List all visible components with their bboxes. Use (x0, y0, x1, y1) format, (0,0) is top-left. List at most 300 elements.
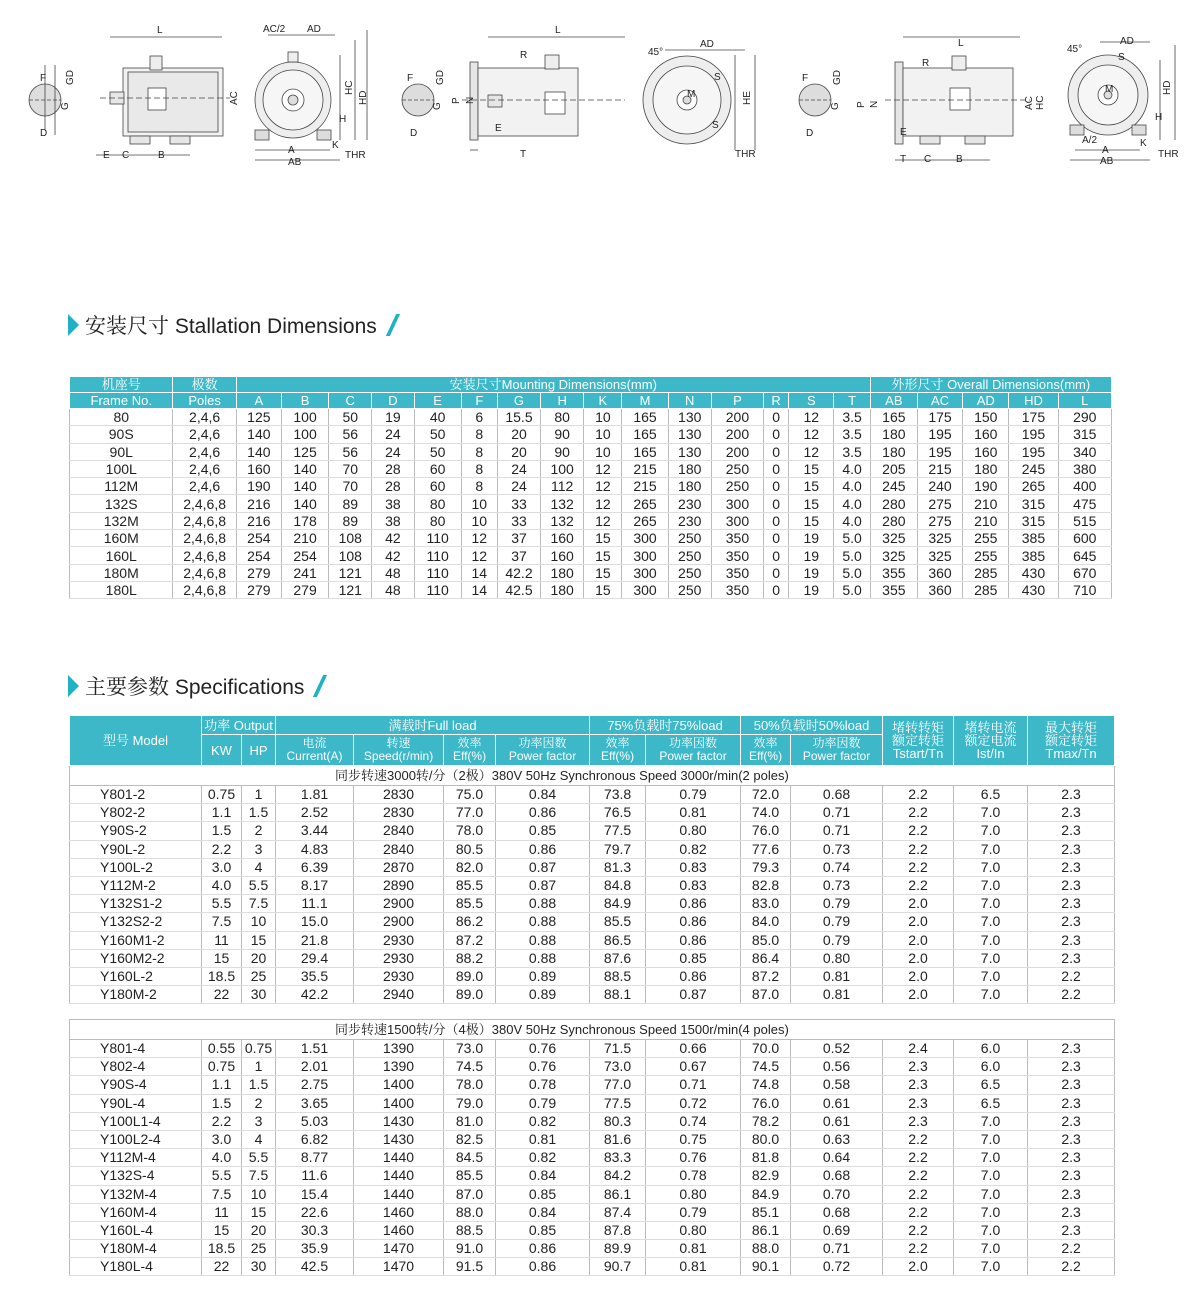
spec-cell: 0.82 (496, 1149, 590, 1167)
table-row (70, 1185, 1115, 1203)
label-L: L (157, 25, 163, 36)
dimensions-header-row-2 (70, 393, 1112, 409)
spec-cell: 7.0 (954, 804, 1028, 822)
dimensions-body (70, 409, 1112, 599)
frame-cell: 90S (70, 426, 173, 443)
spec-cell: 2.2 (883, 1130, 954, 1148)
dimension-cell: 132 (541, 512, 584, 529)
spec-cell: 2.2 (883, 1149, 954, 1167)
spec-cell: 87.4 (590, 1203, 646, 1221)
spec-cell: 88.0 (741, 1240, 791, 1258)
spec-cell: 0.72 (791, 1258, 883, 1276)
dimension-cell: 4.0 (834, 495, 870, 512)
dimension-cell: 275 (917, 512, 962, 529)
model-cell: Y160M1-2 (70, 931, 202, 949)
spec-cell: 84.8 (590, 876, 646, 894)
spec-cell: 35.9 (276, 1240, 354, 1258)
table-row (70, 1112, 1115, 1130)
spec-cell: 29.4 (276, 949, 354, 967)
dimension-cell: 80 (414, 495, 461, 512)
dimension-cell: 0 (764, 409, 789, 426)
header-tmax-line3: Tmax/Tn (1045, 746, 1097, 761)
dimension-cell: 215 (622, 478, 668, 495)
table-row (70, 967, 1115, 985)
dimension-cell: 180 (668, 460, 711, 477)
dimension-cell: 33 (497, 495, 540, 512)
dimension-cell: 42.2 (497, 564, 540, 581)
dimension-cell: 670 (1058, 564, 1111, 581)
specifications-table-4pole (69, 1019, 1115, 1276)
spec-cell: 0.82 (496, 1112, 590, 1130)
spec-cell: 0.87 (496, 876, 590, 894)
spec-cell: 87.0 (741, 986, 791, 1004)
spec-cell: 0.86 (646, 967, 741, 985)
dimension-cell: 140 (236, 426, 281, 443)
spec-cell: 0.86 (646, 931, 741, 949)
dimension-cell: 6 (461, 409, 497, 426)
dimension-cell: 12 (584, 460, 622, 477)
table-row (70, 1130, 1115, 1148)
label-C: C (122, 150, 130, 161)
table-row (70, 512, 1112, 529)
dimension-cell: 48 (372, 581, 414, 598)
spec-cell: 7.0 (954, 1185, 1028, 1203)
spec-cell: 76.0 (741, 822, 791, 840)
spec-cell: 88.2 (444, 949, 496, 967)
label-P-2: P (451, 97, 462, 104)
spec-cell: 91.5 (444, 1258, 496, 1276)
spec-cell: 7.0 (954, 1240, 1028, 1258)
label-N-3: N (869, 100, 880, 108)
motor-drawings (0, 0, 1200, 200)
header-tstart-line3: Tstart/Tn (892, 746, 944, 761)
dimension-cell: 0 (764, 581, 789, 598)
spec-cell: 1440 (354, 1149, 444, 1167)
header-col: T (834, 393, 870, 409)
spec-cell: 0.55 (202, 1040, 242, 1058)
dimension-cell: 0 (764, 426, 789, 443)
spec-cell: 4 (242, 1130, 276, 1148)
spec-cell: 2.0 (883, 913, 954, 931)
spec-cell: 0.81 (646, 1240, 741, 1258)
dimension-cell: 279 (236, 564, 281, 581)
spec-cell: 82.8 (741, 876, 791, 894)
spec-cell: 22.6 (276, 1203, 354, 1221)
dimension-cell: 40 (414, 409, 461, 426)
spec-cell: 3 (242, 840, 276, 858)
spec-cell: 2.0 (883, 967, 954, 985)
spec-cell: 21.8 (276, 931, 354, 949)
header-overall: 外形尺寸 Overall Dimensions(mm) (870, 377, 1111, 393)
header-col: HD (1009, 393, 1058, 409)
spec-cell: 2.3 (1028, 949, 1115, 967)
dimension-cell: 140 (281, 460, 328, 477)
spec-cell: 0.84 (496, 1203, 590, 1221)
group-title-row (70, 766, 1115, 786)
spec-cell: 88.1 (590, 986, 646, 1004)
header-eff-50 (741, 735, 791, 766)
spec-cell: 0.61 (791, 1112, 883, 1130)
spec-cell: 87.0 (444, 1185, 496, 1203)
spec-cell: 0.79 (791, 913, 883, 931)
dimension-cell: 110 (414, 581, 461, 598)
dimension-cell: 108 (329, 530, 372, 547)
header-pf-50-en: Power factor (802, 749, 871, 763)
header-col: G (497, 393, 540, 409)
spec-cell: 77.5 (590, 1094, 646, 1112)
header-current-en: Current(A) (286, 749, 343, 763)
dimension-cell: 165 (622, 409, 668, 426)
spec-cell: 76.5 (590, 804, 646, 822)
spec-cell: 0.89 (496, 986, 590, 1004)
spec-cell: 2.2 (883, 1167, 954, 1185)
drawings-svg (0, 0, 1200, 200)
drawing-b5-front (643, 50, 755, 150)
spec-cell: 0.68 (791, 1203, 883, 1221)
dimension-cell: 160 (963, 426, 1009, 443)
spec-cell: 2.2 (883, 840, 954, 858)
dimension-cell: 255 (963, 547, 1009, 564)
label-AC-3: AC (1024, 96, 1035, 110)
spec-cell: 30 (242, 1258, 276, 1276)
header-col: D (372, 393, 414, 409)
dimension-cell: 5.0 (834, 581, 870, 598)
spec-cell: 0.61 (791, 1094, 883, 1112)
dimension-cell: 210 (963, 495, 1009, 512)
dimension-cell: 315 (1009, 512, 1058, 529)
header-poles: 极数 (173, 377, 236, 393)
spec-cell: 88.0 (444, 1203, 496, 1221)
header-col: AD (963, 393, 1009, 409)
dimension-cell: 28 (372, 460, 414, 477)
spec-cell: 2.3 (883, 1076, 954, 1094)
spec-cell: 7.0 (954, 1130, 1028, 1148)
header-tmax-line2: 额定转矩 (1045, 733, 1098, 748)
dimension-cell: 0 (764, 478, 789, 495)
dimension-cell: 0 (764, 460, 789, 477)
spec-cell: 15 (202, 949, 242, 967)
section-title-specifications (68, 671, 322, 701)
poles-cell: 2,4,6 (173, 443, 236, 460)
frame-cell: 180L (70, 581, 173, 598)
drawing-b3-side (29, 37, 230, 155)
spec-cell: 2.0 (883, 895, 954, 913)
dimension-cell: 241 (281, 564, 328, 581)
dimension-cell: 70 (329, 460, 372, 477)
dimension-cell: 100 (281, 409, 328, 426)
header-col: F (461, 393, 497, 409)
header-frame: 机座号 (70, 377, 173, 393)
dimension-cell: 121 (329, 564, 372, 581)
spec-cell: 1470 (354, 1258, 444, 1276)
spec-cell: 2.0 (883, 931, 954, 949)
header-tmax-line1: 最大转矩 (1045, 720, 1098, 735)
spec-cell: 2 (242, 822, 276, 840)
spec-cell: 0.87 (496, 858, 590, 876)
table-row (70, 1094, 1115, 1112)
dimension-cell: 190 (236, 478, 281, 495)
header-col: S (789, 393, 834, 409)
spec-cell: 6.5 (954, 1076, 1028, 1094)
spec-cell: 85.1 (741, 1203, 791, 1221)
spec-cell: 1 (242, 786, 276, 804)
table-row (70, 876, 1115, 894)
spec-cell: 2.2 (883, 858, 954, 876)
spec-cell: 0.66 (646, 1040, 741, 1058)
poles-cell: 2,4,6,8 (173, 547, 236, 564)
spec-cell: 74.0 (741, 804, 791, 822)
spec-cell: 0.85 (496, 1185, 590, 1203)
spec-cell: 2930 (354, 949, 444, 967)
spec-cell: 2.2 (883, 804, 954, 822)
spec-cell: 0.76 (496, 1040, 590, 1058)
dimension-cell: 215 (622, 460, 668, 477)
dimension-cell: 10 (584, 409, 622, 426)
header-col: A (236, 393, 281, 409)
dimension-cell: 15 (584, 581, 622, 598)
dimension-cell: 8 (461, 478, 497, 495)
spec-cell: 7.0 (954, 931, 1028, 949)
label-AC2: AC/2 (263, 24, 286, 35)
spec-cell: 35.5 (276, 967, 354, 985)
dimension-cell: 175 (1009, 409, 1058, 426)
spec-cell: 84.0 (741, 913, 791, 931)
label-T-2: T (520, 149, 527, 160)
dimension-cell: 24 (497, 478, 540, 495)
dimension-cell: 205 (870, 460, 917, 477)
spec-cell: 2.3 (1028, 1040, 1115, 1058)
dimension-cell: 285 (963, 564, 1009, 581)
spec-cell: 1460 (354, 1203, 444, 1221)
spec-cell: 2.01 (276, 1058, 354, 1076)
poles-cell: 2,4,6 (173, 460, 236, 477)
spec-cell: 77.0 (590, 1076, 646, 1094)
spec-cell: 0.82 (646, 840, 741, 858)
spec-cell: 79.3 (741, 858, 791, 876)
spec-cell: 2.2 (883, 876, 954, 894)
dimension-cell: 89 (329, 512, 372, 529)
dimension-cell: 56 (329, 443, 372, 460)
header-pf-cn: 功率因数 (518, 736, 567, 750)
chevron-right-icon (68, 314, 79, 336)
dimension-cell: 355 (870, 564, 917, 581)
spec-cell: 0.78 (496, 1076, 590, 1094)
label-THR-3: THR (1158, 149, 1179, 160)
spec-cell: 0.68 (791, 786, 883, 804)
slash-decoration (386, 314, 400, 336)
spec-cell: 7.0 (954, 949, 1028, 967)
spec-cell: 0.81 (646, 1258, 741, 1276)
spec-cell: 73.0 (444, 1040, 496, 1058)
spec-cell: 7.0 (954, 1258, 1028, 1276)
dimension-cell: 12 (584, 495, 622, 512)
spec-cell: 2.3 (1028, 1149, 1115, 1167)
spec-cell: 7.5 (242, 895, 276, 913)
label-AD-3: AD (1120, 36, 1134, 47)
dimension-cell: 210 (963, 512, 1009, 529)
spec-cell: 0.80 (791, 949, 883, 967)
header-kw: KW (202, 735, 242, 766)
dimension-cell: 12 (789, 409, 834, 426)
dimension-cell: 12 (789, 426, 834, 443)
spec-cell: 0.75 (646, 1130, 741, 1148)
spec-cell: 4 (242, 858, 276, 876)
header-eff-cn: 效率 (457, 736, 482, 750)
spec-cell: 8.77 (276, 1149, 354, 1167)
dimension-cell: 60 (414, 460, 461, 477)
dimension-cell: 12 (789, 443, 834, 460)
table-row (70, 1076, 1115, 1094)
label-F-2: F (407, 73, 414, 84)
dimension-cell: 240 (917, 478, 962, 495)
dimension-cell: 8 (461, 426, 497, 443)
dimension-cell: 210 (281, 530, 328, 547)
spec-cell: 2 (242, 1094, 276, 1112)
dimension-cell: 5.0 (834, 547, 870, 564)
model-cell: Y132M-4 (70, 1185, 202, 1203)
spec-cell: 1440 (354, 1167, 444, 1185)
dimension-cell: 355 (870, 581, 917, 598)
spec-cell: 86.5 (590, 931, 646, 949)
spec-cell: 2.3 (1028, 1221, 1115, 1239)
dimension-cell: 200 (711, 426, 763, 443)
label-G-3: G (830, 102, 841, 110)
label-HD: HD (358, 90, 369, 105)
label-A: A (288, 145, 295, 156)
spec-cell: 10 (242, 913, 276, 931)
dimension-cell: 8 (461, 443, 497, 460)
dimension-cell: 4.0 (834, 460, 870, 477)
dimension-cell: 38 (372, 495, 414, 512)
header-poles-en: Poles (173, 393, 236, 409)
dimension-cell: 14 (461, 581, 497, 598)
dimension-cell: 14 (461, 564, 497, 581)
frame-cell: 132M (70, 512, 173, 529)
spec-cell: 70.0 (741, 1040, 791, 1058)
spec-cell: 2.2 (1028, 1258, 1115, 1276)
label-M-2: M (687, 89, 696, 100)
spec-cell: 1.5 (202, 822, 242, 840)
dimension-cell: 400 (1058, 478, 1111, 495)
header-model: 型号 Model (70, 716, 202, 766)
spec-cell: 2.2 (883, 786, 954, 804)
label-T-3: T (900, 154, 907, 165)
dimension-cell: 48 (372, 564, 414, 581)
spec-cell: 0.75 (202, 786, 242, 804)
dimension-cell: 250 (668, 581, 711, 598)
spec-cell: 0.85 (646, 949, 741, 967)
spec-cell: 2.3 (1028, 840, 1115, 858)
frame-cell: 90L (70, 443, 173, 460)
section-title-dimensions (68, 310, 395, 340)
spec-cell: 15.0 (276, 913, 354, 931)
spec-cell: 2930 (354, 967, 444, 985)
dimension-cell: 216 (236, 512, 281, 529)
label-AD-2: AD (700, 39, 714, 50)
spec-cell: 1470 (354, 1240, 444, 1258)
model-cell: Y180M-2 (70, 986, 202, 1004)
table-row (70, 1167, 1115, 1185)
dimension-cell: 290 (1058, 409, 1111, 426)
spec-cell: 87.2 (444, 931, 496, 949)
spec-cell: 0.79 (791, 931, 883, 949)
dimension-cell: 195 (1009, 426, 1058, 443)
dimension-cell: 0 (764, 530, 789, 547)
dimension-cell: 15 (789, 495, 834, 512)
spec-cell: 0.71 (791, 822, 883, 840)
model-cell: Y90L-4 (70, 1094, 202, 1112)
spec-cell: 18.5 (202, 967, 242, 985)
spec-cell: 88.5 (444, 1221, 496, 1239)
label-GD: GD (65, 70, 76, 85)
spec-cell: 22 (202, 986, 242, 1004)
spec-cell: 0.78 (646, 1167, 741, 1185)
label-AB-3: AB (1100, 156, 1114, 167)
table-row (70, 840, 1115, 858)
model-cell: Y132S-4 (70, 1167, 202, 1185)
dimension-cell: 300 (622, 564, 668, 581)
dimension-cell: 475 (1058, 495, 1111, 512)
label-G: G (60, 102, 71, 110)
dimension-cell: 645 (1058, 547, 1111, 564)
label-P-3: P (856, 101, 867, 108)
model-cell: Y132S1-2 (70, 895, 202, 913)
dimension-cell: 180 (963, 460, 1009, 477)
spec-cell: 7.0 (954, 913, 1028, 931)
dimension-cell: 350 (711, 530, 763, 547)
dimension-cell: 250 (711, 460, 763, 477)
spec-cell: 2.2 (883, 1203, 954, 1221)
spec-cell: 2.4 (883, 1040, 954, 1058)
label-GD-3: GD (832, 70, 843, 85)
label-E-2: E (495, 123, 502, 134)
spec-cell: 2840 (354, 840, 444, 858)
group-title-2pole: 同步转速3000转/分（2极）380V 50Hz Synchronous Speed 3000r/min(2 poles) (70, 766, 1115, 786)
dimension-cell: 279 (236, 581, 281, 598)
header-eff-75-cn: 效率 (605, 736, 630, 750)
spec-cell: 0.83 (646, 876, 741, 894)
dimension-cell: 19 (789, 547, 834, 564)
spec-cell: 84.2 (590, 1167, 646, 1185)
dimension-cell: 12 (461, 530, 497, 547)
header-col: B (281, 393, 328, 409)
label-A-3: A (1102, 145, 1109, 156)
dimension-cell: 19 (372, 409, 414, 426)
dimension-cell: 10 (584, 443, 622, 460)
spec-cell: 5.5 (202, 895, 242, 913)
spec-cell: 2830 (354, 804, 444, 822)
spec-cell: 88.5 (590, 967, 646, 985)
drawing-b5-side (402, 37, 625, 150)
spec-cell: 0.74 (791, 858, 883, 876)
spec-cell: 7.0 (954, 822, 1028, 840)
dimension-cell: 515 (1058, 512, 1111, 529)
spec-cell: 6.0 (954, 1040, 1028, 1058)
spec-cell: 1.5 (242, 804, 276, 822)
header-col: AC (917, 393, 962, 409)
spec-cell: 7.0 (954, 1203, 1028, 1221)
dimension-cell: 325 (870, 547, 917, 564)
spec-cell: 0.86 (496, 1258, 590, 1276)
dimension-cell: 20 (497, 426, 540, 443)
dimension-cell: 19 (789, 564, 834, 581)
spec-cell: 7.0 (954, 986, 1028, 1004)
table-row (70, 786, 1115, 804)
spec-cell: 2.3 (1028, 804, 1115, 822)
spec-cell: 0.71 (791, 1240, 883, 1258)
table-row (70, 530, 1112, 547)
frame-cell: 112M (70, 478, 173, 495)
